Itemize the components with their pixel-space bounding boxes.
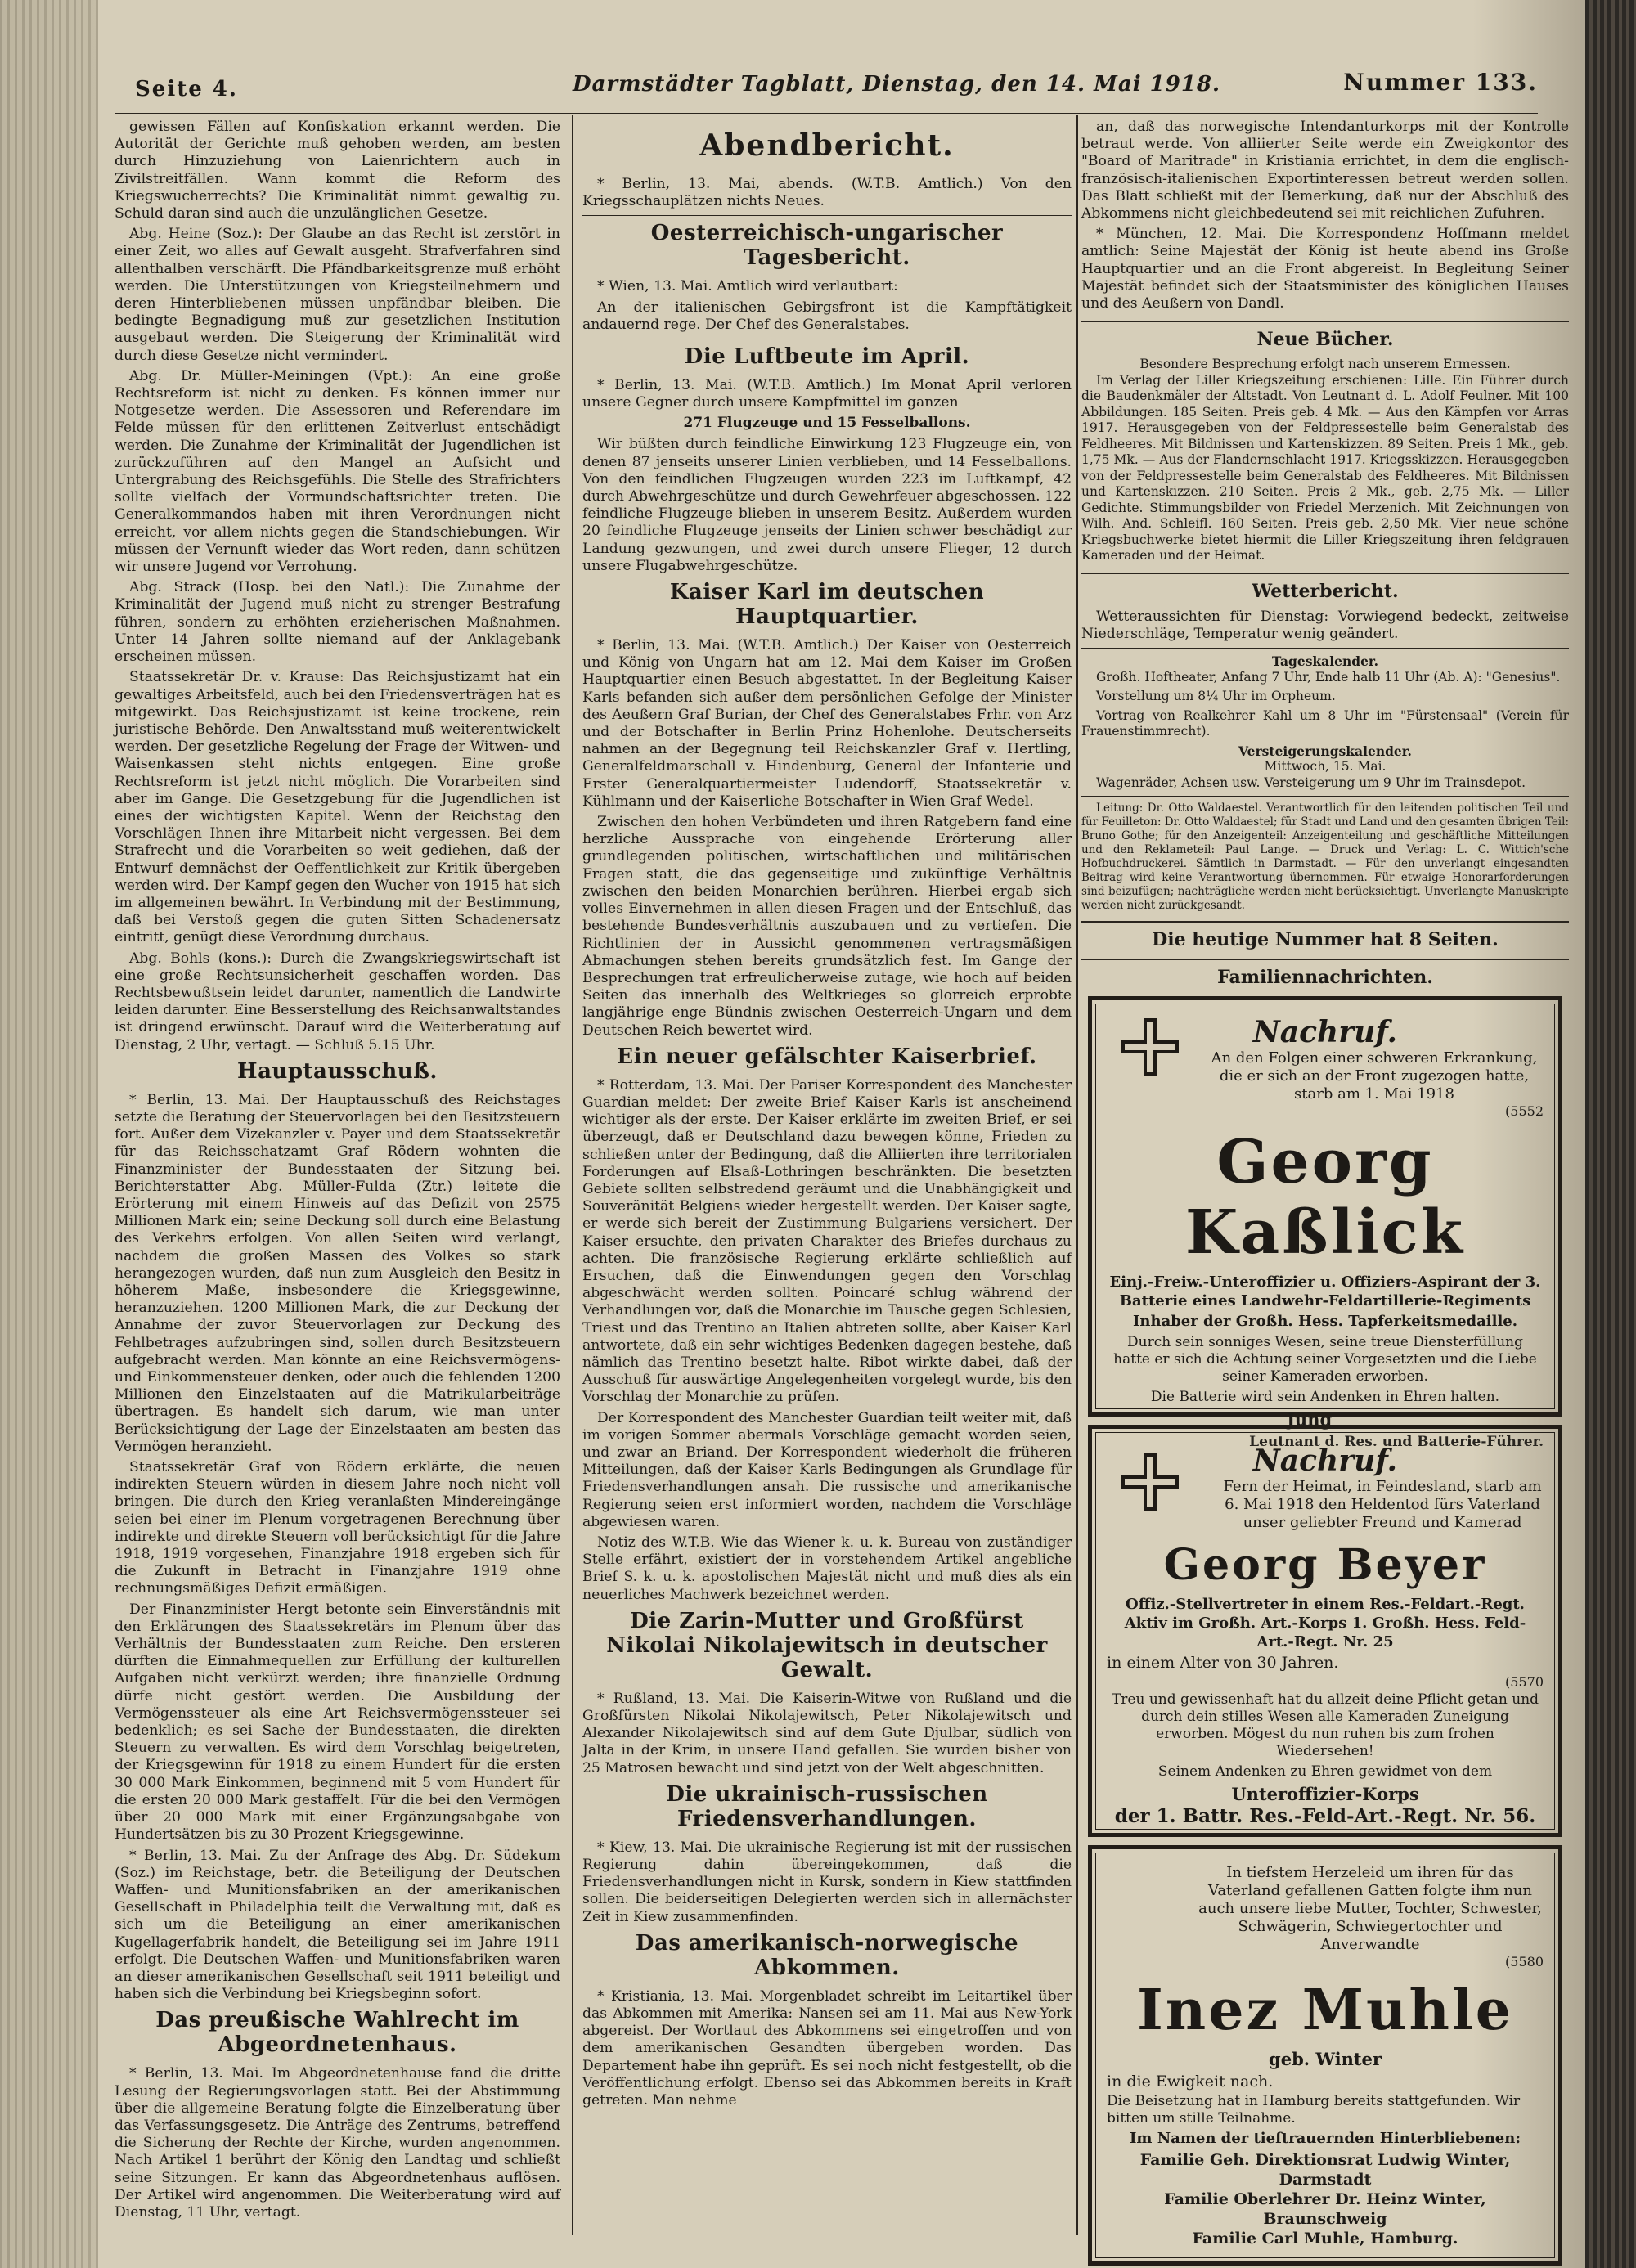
section-title-ukraine: Die ukrainisch-russischen Friedensverhandlungen. [666,1781,988,1831]
notice-ref: (5552 [1505,1103,1544,1120]
buecher-note: Besondere Besprechung erfolgt nach unserem Ermessen. [1139,357,1511,372]
article-paragraph: Der Korrespondent des Manchester Guardian teilt weiter mit, daß im vorigen Sommer abermals Vorschläge gemacht worden seien, und zwar an Briand. Der Korrespondent wiederholt die früheren Mitteilungen, daß der Kaiser Karls Bedingungen als Grundlage für Friedensverhandlungen ansah. Die russische und amerikanische Regierung seien erst informiert worden, nachdem die Vorschläge abgewiesen waren. [582,1409,1072,1530]
section-title-luftbeute: Die Luftbeute im April. [684,344,970,370]
section-title-buecher: Neue Bücher. [1256,329,1394,351]
impressum: Leitung: Dr. Otto Waldaestel. Verantwortlich für den leitenden politischen Teil und für Feuilleton: Dr. Otto Waldaestel; für Stadt und Land und den gesamten übrigen Teil: Bruno Gothe; für den Anzeigenteil: Anzeigenteilung und geschäftliche Mitteilungen und den Reklameteil: Paul Lange. — Druck und Verlag: L. C. Wittich'sche Hofbuchdruckerei. Sämtlich in Darmstadt. — Für den unverlangt eingesandten Beitrag wird keine Verantwortung übernommen. Für etwaige Honorarforderungen sind beizufügen; nachträgliche werden nicht berücksichtigt. Unverlangte Manuskripte werden nicht zurückgesandt. [1081,802,1569,913]
article-paragraph: Wetteraussichten für Dienstag: Vorwiegend bedeckt, zeitweise Niederschläge, Temperatur wenig geändert. [1081,608,1569,642]
deceased-age: in einem Alter von 30 Jahren. [1107,1654,1339,1673]
deceased-born: geb. Winter [1269,2049,1382,2070]
notice-intro: Im Namen der tieftrauernden Hinterbliebenen: [1129,2130,1521,2148]
notice-ref: (5580 [1505,1954,1544,1970]
article-paragraph: an, daß das norwegische Intendanturkorps mit der Kontrolle betraut werde. Von alliierter Seite werde ein Zweigkontor des "Board of Maritrade" in Kristiania errichtet, in dem die englisch-französisch-italienischen Exportinteressen betreut werden sollen. Das Blatt schließt mit der Bemerkung, daß nur der Abschluß des Abkommens nicht gleichbedeutend sei mit reichlichen Zufuhren. [1081,119,1569,222]
deceased-name: Georg Beyer [1163,1540,1487,1591]
corps-name: Unteroffizier-Korps [1231,1784,1419,1805]
section-title-familien: Familiennachrichten. [1217,967,1433,989]
section-title-kaiserbrief: Ein neuer gefälschter Kaiserbrief. [617,1044,1037,1069]
notice-text: Seinem Andenken zu Ehren gewidmet von dem [1157,1763,1493,1781]
family-1: Familie Geh. Direktionsrat Ludwig Winter, Darmstadt [1139,2151,1511,2189]
article-paragraph: An der italienischen Gebirgsfront ist die Kampftätigkeit andauernd rege. Der Chef des Generalstabes. [582,299,1072,333]
deceased-rank: Einj.-Freiw.-Unteroffizier u. Offiziers-Aspirant der 3. Batterie eines Landwehr-Feldartillerie-Regiments [1109,1273,1541,1310]
article-paragraph: Staatssekretär Graf von Rödern erklärte, die neuen indirekten Steuern würden in diesem Jahre noch nicht voll bringen. Die durch den Krieg veranlaßten Mindereingänge seien bei einer im Plenum vorgetragenen Berechnung über indirekte und direkte Steuern voll berücksichtigt für die Jahre 1918, 1919 vorgesehen, Finanzjahre 1918 ergeben sich für die Zukunft in Betracht in Finanzjahre 1919 ohne rechnungsmäßiges Defizit ermäßigen. [115,1459,560,1597]
section-title-wetter: Wetterbericht. [1252,580,1399,602]
article-paragraph: * Berlin, 13. Mai, abends. (W.T.B. Amtlich.) Von den Kriegsschauplätzen nichts Neues. [582,176,1072,210]
calendar-entry: Vortrag von Realkehrer Kahl um 8 Uhr im "Fürstensaal" (Verein für Frauenstimmrecht). [1081,707,1569,739]
family-2: Familie Oberlehrer Dr. Heinz Winter, Braunschweig [1164,2190,1486,2229]
calendar-entry: Vorstellung um 8¼ Uhr im Orpheum. [1096,689,1336,704]
notice-lead: In tiefstem Herzeleid um ihren für das Vaterland gefallenen Gatten folgte ihm nun auch unsere liebe Mutter, Tochter, Schwester, Schwägerin, Schwiegertochter und Anverwandte [1198,1864,1542,1954]
article-paragraph: * Berlin, 13. Mai. Zu der Anfrage des Abg. Dr. Südekum (Soz.) im Reichstage, betr. die Beteiligung der Deutschen Waffen- und Munitionsfabriken an der amerikanischen Gesellschaft in Philadelphia teilt die Verwaltung mit, daß es sich um die Beteiligung an einer amerikanischen Kugellagerfabrik handelt, die Beteiligung sei im Jahre 1911 erfolgt. Die Deutschen Waffen- und Munitionsfabriken waren an dieser amerikanischen Gesellschaft seit 1911 beteiligt und haben sich die Verbindung bei Kriegsbeginn sofort. [115,1847,560,2003]
article-paragraph: Abg. Dr. Müller-Meiningen (Vpt.): An eine große Rechtsreform ist nicht zu denken. Es können immer nur Notgesetze werden. Die Assessoren und Referendare im Felde müssen für den erlittenen Zeitverlust entschädigt werden. Die Zunahme der Kriminalität der Jugendlichen ist zurückzuführen auf den Mangel an Aufsicht und Untergrabung des Reichsgefühls. Die Stelle des Strafrichters sollte vielfach der Vormundschaftsrichter treten. Die Generalkommandos haben mit ihren Verordnungen nicht erreicht, vor allem nichts gegen die Standschiebungen. Wir müssen der Vernunft wieder das Wort reden, dann schützen wir unsere Jugend vor Verrohung. [115,367,560,576]
article-paragraph: Wir büßten durch feindliche Einwirkung 123 Flugzeuge ein, von denen 87 jenseits unserer Linien verblieben, und 14 Fesselballons. Von den feindlichen Flugzeugen wurden 223 im Luftkampf, 42 durch Abwehrgeschütze und durch Gewehrfeuer abgeschossen. 122 feindliche Flugzeuge blieben in unserem Besitz. Außerdem wurden 20 feindliche Flugzeuge jenseits der Linien schwer beschädigt zur Landung gezwungen, und zwei durch unsere Flieger, 12 durch unsere Flugabwehrgeschütze. [582,436,1072,574]
section-title-versteigerung: Versteigerungskalender. [1238,743,1412,759]
article-paragraph: * Wien, 13. Mai. Amtlich wird verlautbart: [597,278,898,295]
article-paragraph: * München, 12. Mai. Die Korrespondenz Hoffmann meldet amtlich: Seine Majestät der König ist heute abend ins Große Hauptquartier und an die Front abgereist. In Begleitung Seiner Majestät befindet sich der Staatsminister des königlichen Hauses und des Aeußern von Dandl. [1081,226,1569,312]
section-title-oesterreich: Oesterreichisch-ungarischer Tagesbericht. [650,221,1004,271]
column-3 [1081,119,1569,2248]
section-title-abendbericht: Abendbericht. [699,128,955,163]
section-title-wahlrecht: Das preußische Wahlrecht im Abgeordnetenhaus. [155,2008,519,2058]
notice-lead: An den Folgen einer schweren Erkrankung, die er sich an der Front zugezogen hatte, starb am 1. Mai 1918 [1211,1049,1538,1103]
article-paragraph: * Berlin, 13. Mai. Der Hauptausschuß des Reichstages setzte die Beratung der Steuervorlagen bei den Besitzsteuern fort. Außer dem Vizekanzler v. Payer und dem Staatssekretär für das Reichsschatzamt Graf Rödern wohnten die Finanzminister der Bundesstaaten der Sitzung bei. Berichterstatter Abg. Müller-Fulda (Ztr.) leitete die Erörterung mit einem Hinweis auf das Defizit von 2575 Millionen Mark ein; seine Deckung soll durch eine Belastung des Verkehrs erfolgen. Von allen Seiten wird verlangt, nachdem die großen Massen des Volkes so stark herangezogen wurden, daß nun zum Ausgleich den Besitz in höherem Maße, insbesondere die Kriegsgewinne, heranzuziehen. 1200 Millionen Mark, die zur Deckung der Annahme der zuvor Steuervorlagen zur Deckung des Fehlbetrages aufzubringen sind, sollen durch Besitzsteuern aufgebracht werden. Man könnte an eine Reichsvermögens- und Einkommensteuer denken, oder auch die fehlenden 1200 Millionen den Einzelstaaten auf die Matrikularbeiträge übertragen. Es handelt sich darum, wie man unter Berücksichtigung der Lage der Einzelstaaten am besten das Vermögen heranzieht. [115,1091,560,1455]
calendar-entry: Wagenräder, Achsen usw. Versteigerung um 9 Uhr im Trainsdepot. [1096,775,1526,790]
binding-stack-left [0,0,98,2268]
article-paragraph: Abg. Heine (Soz.): Der Glaube an das Recht ist zerstört in einer Zeit, wo alles auf Gewalt ausgeht. Strafverfahren sind allenthalben verschärft. Die Pfändbarkeitsgrenze muß erhöht werden. Die Unterstützungen von Kriegsteilnehmern und deren Hinterbliebenen müssen unpfändbar bleiben. Die bedingte Begnadigung muß zur gesetzlichen Institution ausgebaut werden. Die Steigerung der Kriminalität wird durch diese Gesetze nicht vermindert. [115,226,560,364]
section-title-abkommen: Das amerikanisch-norwegische Abkommen. [635,1930,1019,1980]
deceased-name: Georg Kaßlick [1184,1127,1466,1269]
article-paragraph: Notiz des W.T.B. Wie das Wiener k. u. k. Bureau von zuständiger Stelle erfährt, existiert der in vorstehendem Artikel angebliche Brief S. k. u. k. apostolischen Majestät nicht und muß dies als ein neuerliches Machwerk bezeichnet werden. [582,1534,1072,1603]
article-paragraph: gewissen Fällen auf Konfiskation erkannt werden. Die Autorität der Gerichte muß gehoben werden, am besten durch Hinzuziehung von Laienrichtern auch in Zivilstreitfällen. Wann kommt die Reform des Kriegswucherrechts? Die Kriminalität nimmt gewaltig zu. Schuld daran sind auch die unzulänglichen Gesetze. [115,119,560,222]
notice-text: Treu und gewissenhaft hat du allzeit deine Pflicht getan und durch dein stilles Wesen alle Kameraden Zuneigung erworben. Mögest du nun ruhen bis zum frohen Wiedersehen! [1111,1691,1539,1760]
notice-text: Die Batterie wird sein Andenken in Ehren halten. [1150,1389,1500,1406]
iron-cross-icon [1121,1018,1179,1076]
column-rule-2 [1076,115,1078,2235]
iron-cross-icon [1121,1453,1179,1511]
calendar-entry: Großh. Hoftheater, Anfang 7 Uhr, Ende halb 11 Uhr (Ab. A): "Genesius". [1096,669,1561,685]
notice-ref: (5570 [1505,1674,1544,1691]
article-paragraph: Abg. Strack (Hosp. bei den Natl.): Die Zunahme der Kriminalität der Jugend muß nicht zu strenger Bestrafung führen, sondern zu erhöhten erzieherischen Maßnahmen. Unter 14 Jahren sollte niemand auf der Anklagebank erscheinen müssen. [115,579,560,666]
column-2 [582,119,1072,2235]
divider [1081,796,1569,797]
article-paragraph: * Kiew, 13. Mai. Die ukrainische Regierung ist mit der russischen Regierung dahin übereingekommen, daß die Friedensverhandlungen nicht in Kursk, sondern in Kiew stattfinden sollen. Die beiderseitigen Delegierten werden sich in allernächster Zeit in Kiew zusammenfinden. [582,1839,1072,1925]
signer-name: Jung [1287,1409,1333,1430]
binding-stack-right [1585,0,1636,2268]
divider [1081,959,1569,960]
article-paragraph: Zwischen den hohen Verbündeten und ihren Ratgebern fand eine herzliche Aussprache von eingehende Erörterung aller grundlegenden politischen, wirtschaftlichen und militärischen Fragen statt, die das gegenseitige und zukünftige Verhältnis zwischen den beiden Monarchien berühren. Hierbei ergab sich volles Einvernehmen in allen diesen Fragen und der Entschluß, das bestehende Bundesverhältnis auszubauen und zu vertiefen. Die Richtlinien der in Aussicht genommenen vertragsmäßigen Abmachungen stehen bereits grundsätzlich fest. Im Gange der Besprechungen trat erfreulicherweise zutage, wie hoch auf beiden Seiten das innerhalb des Weltkrieges so glorreich erprobte langjährige enge Bündnis zwischen Oesterreich-Ungarn und dem Deutschen Reich bewertet wird. [582,814,1072,1039]
deceased-name: Inez Muhle [1136,1978,1514,2044]
masthead-line: Darmstädter Tagblatt, Dienstag, den 14. Mai 1918. [573,72,1221,97]
obituary-beyer [1088,1425,1562,1837]
section-title-zarin: Die Zarin-Mutter und Großfürst Nikolai Nikolajewitsch in deutscher Gewalt. [606,1608,1048,1682]
notice-title: Nachruf. [1252,1444,1398,1479]
article-paragraph: * Berlin, 13. Mai. Im Abgeordnetenhause fand die dritte Lesung der Regierungsvorlagen statt. Bei der Abstimmung über die allgemeine Beratung folgte die Einzelberatung über das Verfassungsgesetz. Die Anträge des Zentrums, betreffend die Sicherung der Rechte der Kirche, wurden angenommen. Nach Artikel 1 berührt der König den Landtag und schließt seine Sitzungen. Er kann das Abgeordnetenhaus auflösen. Der Artikel wird angenommen. Die Weiterberatung wird auf Dienstag, 11 Uhr, vertagt. [115,2065,560,2221]
calendar-date: Mittwoch, 15. Mai. [1264,759,1387,775]
obituary-muhle [1088,1845,1562,2266]
divider [582,215,1072,216]
section-title-kaiser-karl: Kaiser Karl im deutschen Hauptquartier. [669,580,985,630]
article-paragraph: Staatssekretär Dr. v. Krause: Das Reichsjustizamt hat ein gewaltiges Arbeitsfeld, auch bei den Friedensverträgen hat es mitgewirkt. Das Reichsjustizamt ist keine trockene, rein juristische Behörde. Den Anwaltsstand muß weiterentwickelt werden. Der gesetzliche Regelung der Frage der Witwen- und Waisenkassen steht nichts entgegen. Eine große Rechtsreform ist jetzt nicht möglich. Die Vorarbeiten sind aber im Gange. Die Gesetzgebung für die Jugendlichen ist eines der wichtigsten Kapitel. Wenn der Reichstag den Vorschlägen Ihnen ihre Mitarbeit nicht vergessen. Bei dem Strafrecht und die Vorarbeiten so weit gediehen, daß der Entwurf demnächst der Oeffentlichkeit zur Kritik übergeben werden wird. Der Kampf gegen den Wucher von 1915 hat sich im allgemeinen bewährt. In Verbindung mit der Bestimmung, daß bei Verstoß gegen die guten Sitten Schadenersatz eintritt, genügt diese Verordnung durchaus. [115,669,560,946]
notice-text: Durch sein sonniges Wesen, seine treue Diensterfüllung hatte er sich die Achtung seiner Vorgesetzten und die Liebe seiner Kameraden erworben. [1113,1334,1537,1386]
divider [1081,573,1569,574]
family-3: Familie Carl Muhle, Hamburg. [1192,2230,1458,2248]
notice-text: in die Ewigkeit nach. [1107,2073,1274,2091]
luftbeute-total: 271 Flugzeuge und 15 Fesselballons. [683,415,971,432]
divider [1081,648,1569,649]
corps-unit: der 1. Battr. Res.-Feld-Art.-Regt. Nr. 56. [1114,1805,1536,1828]
article-paragraph: Abg. Bohls (kons.): Durch die Zwangskriegswirtschaft ist eine große Rechtsunsicherheit geschaffen worden. Das Rechtsbewußtsein leidet darunter, namentlich die Landwirte leiden darunter. Eine Besserstellung des Reichsanwaltstandes ist dringend erwünscht. Darauf wird die Weiterberatung auf Dienstag, 2 Uhr, vertagt. — Schluß 5.15 Uhr. [115,950,560,1053]
page-count-note: Die heutige Nummer hat 8 Seiten. [1152,929,1499,951]
divider [1081,921,1569,923]
obituary-kasslick [1088,996,1562,1451]
notice-lead: Fern der Heimat, in Feindesland, starb am 6. Mai 1918 den Heldentod fürs Vaterland unser geliebter Freund und Kamerad [1223,1478,1542,1532]
article-paragraph: * Kristiania, 13. Mai. Morgenbladet schreibt im Leitartikel über das Abkommen mit Amerika: Nansen sei am 11. Mai aus New-York abgereist. Der Wortlaut des Abkommens sei eingetroffen und von dem amerikanischen Gesandten übergeben worden. Das Departement habe ihn geprüft. Es sei noch nicht festgestellt, ob die Veröffentlichung erfolgt. Ebenso sei das Abkommen bereits in Kraft getreten. Man nehme [582,1987,1072,2109]
section-title-hauptausschuss: Hauptausschuß. [237,1058,438,1084]
article-paragraph: * Rußland, 13. Mai. Die Kaiserin-Witwe von Rußland und die Großfürsten Nikolai Nikolajewitsch, Peter Nikolajewitsch und Alexander Nikolajewitsch sind auf dem Gute Djulbar, südlich von Jalta in der Krim, in unsere Hand gefallen. Sie wurden bisher von 25 Matrosen bewacht und sind jetzt von der Welt abgeschnitten. [582,1690,1072,1776]
section-title-tageskalender: Tageskalender. [1271,653,1379,670]
article-paragraph: * Rotterdam, 13. Mai. Der Pariser Korrespondent des Manchester Guardian meldet: Der zweite Brief Kaiser Karls ist anscheinend wichtiger als der erste. Der Kaiser erklärte im zweiten Brief, er sei überzeugt, daß er Deutschland dazu bewegen könne, Frieden zu schließen unter der Bedingung, daß die Alliierten ihre territorialen Forderungen auf Elsaß-Lothringen beschränkten. Die besetzten Gebiete sollten selbstredend geräumt und die Unabhängigkeit und Souveränität Belgiens wieder hergestellt werden. Der Kaiser sagte, er werde sich bereit der Zustimmung Bulgariens versichert. Der Kaiser ersuchte, den privaten Charakter des Briefes durchaus zu achten. Die französische Regierung erklärte schließlich auf Ersuchen, daß die Einwendungen gegen den Vorschlag abgeschwächt werden sollten. Poincaré schlug während der Verhandlungen vor, daß die Monarchie im Tausche gegen Schlesien, Triest und das Trentino an Italien abtreten sollte, aber Kaiser Karl antwortete, daß ein sehr wichtiges Bedenken dagegen bestehe, daß nämlich das Trentino besetzt halte. Ribot wirkte dabei, daß der Ausschuß für auswärtige Angelegenheiten vorgelegt wurde, bis den Vorschlag der Monarchie zu prüfen. [582,1076,1072,1406]
column-1 [115,119,560,2235]
article-paragraph: * Berlin, 13. Mai. (W.T.B. Amtlich.) Der Kaiser von Oesterreich und König von Ungarn hat am 12. Mai dem Kaiser im Großen Hauptquartier einen Besuch abgestattet. In der Begleitung Kaiser Karls befanden sich außer dem persönlichen Gefolge der Minister des Aeußern Graf Burian, der Chef des Generalstabes Frhr. von Arz und der Botschafter in Berlin Prinz Hohenlohe. Deutscherseits nahmen an der Begegnung teil Reichskanzler Graf v. Hertling, Generalfeldmarschall v. Hindenburg, General der Infanterie und Erster Generalquartiermeister Ludendorff, Staatssekretär v. Kühlmann und der Kaiserliche Botschafter in Wien Graf Wedel. [582,637,1072,810]
article-paragraph: Der Finanzminister Hergt betonte sein Einverständnis mit den Erklärungen des Staatssekretärs im Plenum über das Verhältnis der Bundesstaaten zum Reiche. Den ersteren dürften die Einnahmequellen zur Erfüllung der kulturellen Aufgaben nicht verkürzt werden; ihre finanzielle Ordnung dürfe nicht gestört werden. Die Ausbildung der Vermögenssteuer als eine Art Reichsvermögenssteuer sei bedenklich; es sei Sache der Bundesstaaten, die direkten Steuern zu verwalten. Es wird dem Vorschlag beigetreten, der Kriegsgewinn für 1918 zu einem Hundert für die ersten 30 000 Mark Einkommen, beginnend mit 5 vom Hundert für die ersten 20 000 Mark gestaffelt. Für die bei den Vermögen über 20 000 Mark mit einer Ergänzungsabgabe von Hundertsätzen bis zu 30 Prozent Kriegsgewinne. [115,1601,560,1844]
article-paragraph: Im Verlag der Liller Kriegszeitung erschienen: Lille. Ein Führer durch die Baudenkmäler der Altstadt. Von Leutnant d. L. Adolf Feulner. Mit 100 Abbildungen. 185 Seiten. Preis geb. 4 Mk. — Aus den Kämpfen vor Arras 1917. Herausgegeben von der Feldpressestelle beim Generalstab des Feldheeres. Mit Bildnissen und Kartenskizzen. 89 Seiten. Preis 1 Mk., geb. 1,75 Mk. — Aus der Flandernschlacht 1917. Kriegsskizzen. Herausgegeben von der Feldpressestelle beim Generalstab des Feldheeres. Mit Bildnissen und Kartenskizzen. 210 Seiten. Preis 2 Mk., geb. 2,75 Mk. — Liller Gedichte. Stimmungsbilder von Friedel Merzenich. Mit Zeichnungen von Wilh. And. Schleifl. 160 Seiten. Preis geb. 2,50 Mk. Vier neue schöne Kriegsbuchwerke bietet hiermit die Liller Kriegszeitung ihren feldgrauen Kameraden und der Heimat. [1081,372,1569,564]
issue-number: Nummer 133. [1343,69,1538,96]
column-rule-1 [572,115,573,2235]
header-rule [115,113,1538,115]
signer-title: Leutnant d. Res. und Batterie-Führer. [1249,1434,1544,1451]
deceased-rank: Offiz.-Stellvertreter in einem Res.-Feldart.-Regt. Aktiv im Großh. Art.-Korps 1. Großh. Hess. Feld-Art.-Regt. Nr. 25 [1124,1596,1526,1651]
page-number: Seite 4. [135,77,238,101]
article-paragraph: * Berlin, 13. Mai. (W.T.B. Amtlich.) Im Monat April verloren unsere Gegner durch unsere Kampfmittel im ganzen [582,377,1072,411]
page-header [115,57,1538,115]
deceased-award: Inhaber der Großh. Hess. Tapferkeitsmedaille. [1132,1313,1518,1331]
notice-title: Nachruf. [1252,1015,1398,1050]
notice-text: Die Beisetzung hat in Hamburg bereits stattgefunden. Wir bitten um stille Teilnahme. [1107,2093,1521,2127]
divider [1081,321,1569,322]
